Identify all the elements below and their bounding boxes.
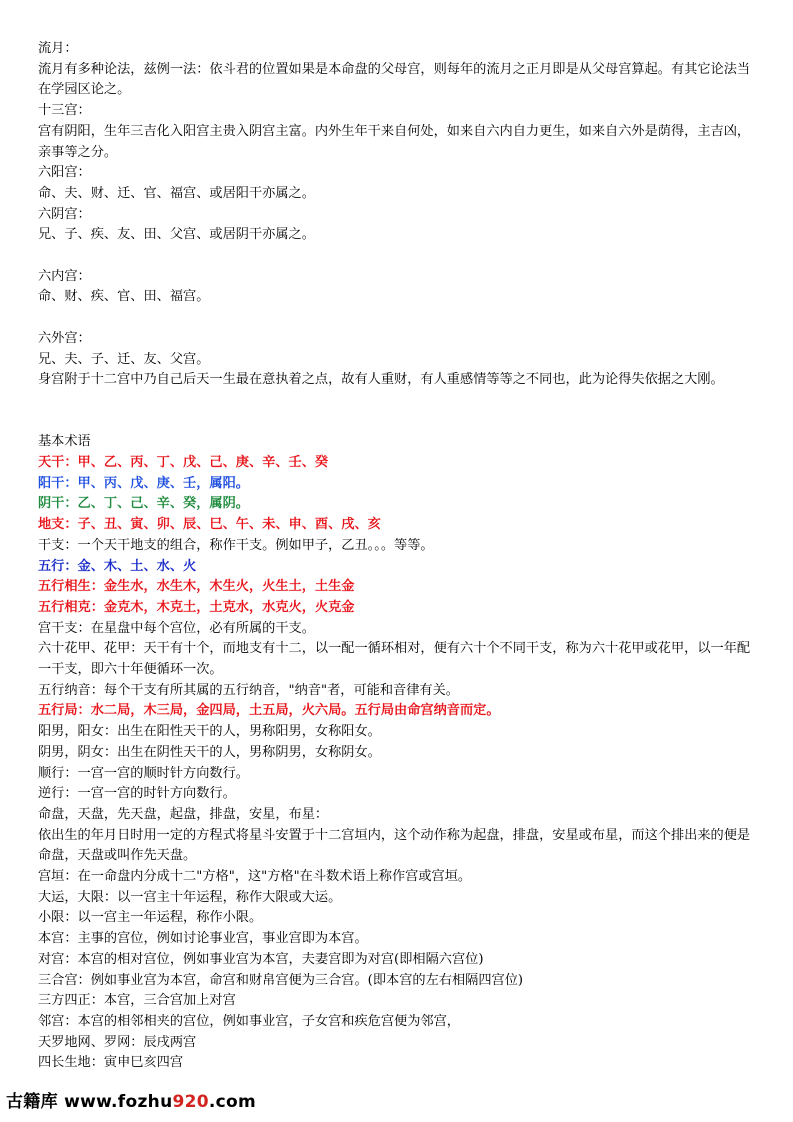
footer-watermark xyxy=(6,1087,256,1112)
text-line: 依出生的年月日时用一定的方程式将星斗安置于十二宫垣内，这个动作称为起盘，排盘，安星或布星，而这个排出来的便是命盘，天盘或叫作先天盘。 xyxy=(38,827,751,864)
text-line: 宫有阴阳，生年三吉化入阳宫主贵入阴宫主富。内外生年干来自何处，如来自六内自力更生，如来自六外是荫得，主吉凶，亲事等之分。 xyxy=(38,123,751,160)
site-url-prefix: www.fozhu xyxy=(64,1092,173,1112)
text-line: 三方四正：本宫，三合宫加上对宫 xyxy=(38,993,236,1009)
blank-line xyxy=(38,308,763,329)
text-line: 身宫附于十二宫中乃自己后天一生最在意执着之点，故有人重财，有人重感情等等之不同也，此为论得失依据之大刚。 xyxy=(38,372,724,388)
text-line: 命盘，天盘，先天盘，起盘，排盘，安星，布星： xyxy=(38,806,329,822)
text-line: 六阳宫： xyxy=(38,165,91,181)
text-line: 六外宫： xyxy=(38,330,91,346)
text-line: 五行局：水二局，木三局，金四局，土五局，火六局。五行局由命宫纳音而定。 xyxy=(38,703,500,719)
text-line: 流月有多种论法，兹例一法：依斗君的位置如果是本命盘的父母宫，则每年的流月之正月即是从父母宫算起。有其它论法当在学园区论之。 xyxy=(38,61,751,98)
text-line: 阳干：甲、丙、戊、庚、壬，属阳。 xyxy=(38,475,249,491)
text-line: 阴男，阴女：出生在阴性天干的人，男称阴男，女称阴女。 xyxy=(38,744,381,760)
text-line: 对宫：本宫的相对宫位，例如事业宫为本宫，夫妻宫即为对宫(即相隔六宫位) xyxy=(38,951,484,967)
text-line: 阳男，阳女：出生在阳性天干的人，男称阳男，女称阳女。 xyxy=(38,724,381,740)
text-line: 阴干：乙、丁、己、辛、癸，属阴。 xyxy=(38,496,249,512)
text-line: 宫垣：在一命盘内分成十二"方格"，这"方格"在斗数术语上称作宫或宫垣。 xyxy=(38,869,472,885)
text-line: 五行纳音：每个干支有所其属的五行纳音，"纳音"者，可能和音律有关。 xyxy=(38,682,459,698)
text-line: 本宫：主事的宫位，例如讨论事业宫，事业宫即为本宫。 xyxy=(38,931,368,947)
text-line: 兄、夫、子、迁、友、父宫。 xyxy=(38,351,210,367)
text-line: 天罗地网、罗网：辰戌两宫 xyxy=(38,1034,197,1050)
text-line: 邻宫：本宫的相邻相夹的宫位，例如事业宫，子女宫和疾危宫便为邻宫， xyxy=(38,1013,460,1029)
text-line: 六阴宫： xyxy=(38,206,91,222)
blank-line xyxy=(38,391,763,412)
text-line: 地支：子、丑、寅、卯、辰、巳、午、未、申、酉、戌、亥 xyxy=(38,517,381,533)
text-line: 大运，大限：以一宫主十年运程，称作大限或大运。 xyxy=(38,889,342,905)
text-line: 兄、子、疾、友、田、父宫、或居阴干亦属之。 xyxy=(38,227,315,243)
text-line: 五行相生：金生水，水生木，木生火，火生土，土生金 xyxy=(38,579,355,595)
text-line: 十三宫： xyxy=(38,103,91,119)
text-line: 命、财、疾、官、田、福宫。 xyxy=(38,289,210,305)
site-url-suffix: .com xyxy=(208,1092,257,1112)
text-line: 六十花甲、花甲：天干有十个，而地支有十二，以一配一循环相对，便有六十个不同干支，称为六十花甲或花甲，以一年配一干支，即六十年便循环一次。 xyxy=(38,641,751,678)
text-line: 四长生地：寅申巳亥四宫 xyxy=(38,1055,184,1071)
text-line: 五行：金、木、土、水、火 xyxy=(38,558,197,574)
text-line: 干支：一个天干地支的组合，称作干支。例如甲子，乙丑。。。等等。 xyxy=(38,537,434,553)
text-line: 命、夫、财、迁、官、福宫、或居阳干亦属之。 xyxy=(38,185,315,201)
text-line: 逆行：一宫一宫的时针方向数行。 xyxy=(38,786,236,802)
text-line: 天干：甲、乙、丙、丁、戊、己、庚、辛、壬、癸 xyxy=(38,455,329,470)
text-line: 三合宫：例如事业宫为本宫，命宫和财帛宫便为三合宫。(即本宫的左右相隔四宫位) xyxy=(38,972,524,988)
text-line: 流月： xyxy=(38,41,78,56)
document-body xyxy=(38,39,763,1074)
blank-line xyxy=(38,412,763,433)
text-line: 顺行：一宫一宫的顺时针方向数行。 xyxy=(38,765,249,781)
text-line: 六内宫： xyxy=(38,268,91,284)
text-line: 宫干支：在星盘中每个宫位，必有所属的干支。 xyxy=(38,620,315,636)
text-line: 基本术语 xyxy=(38,434,91,450)
text-line: 五行相克：金克木，木克土，土克水，水克火，火克金 xyxy=(38,599,355,615)
blank-line xyxy=(38,246,763,267)
site-name: 古籍库 xyxy=(6,1092,58,1112)
text-line: 小限：以一宫主一年运程，称作小限。 xyxy=(38,910,263,926)
site-url-number: 920 xyxy=(172,1092,209,1112)
